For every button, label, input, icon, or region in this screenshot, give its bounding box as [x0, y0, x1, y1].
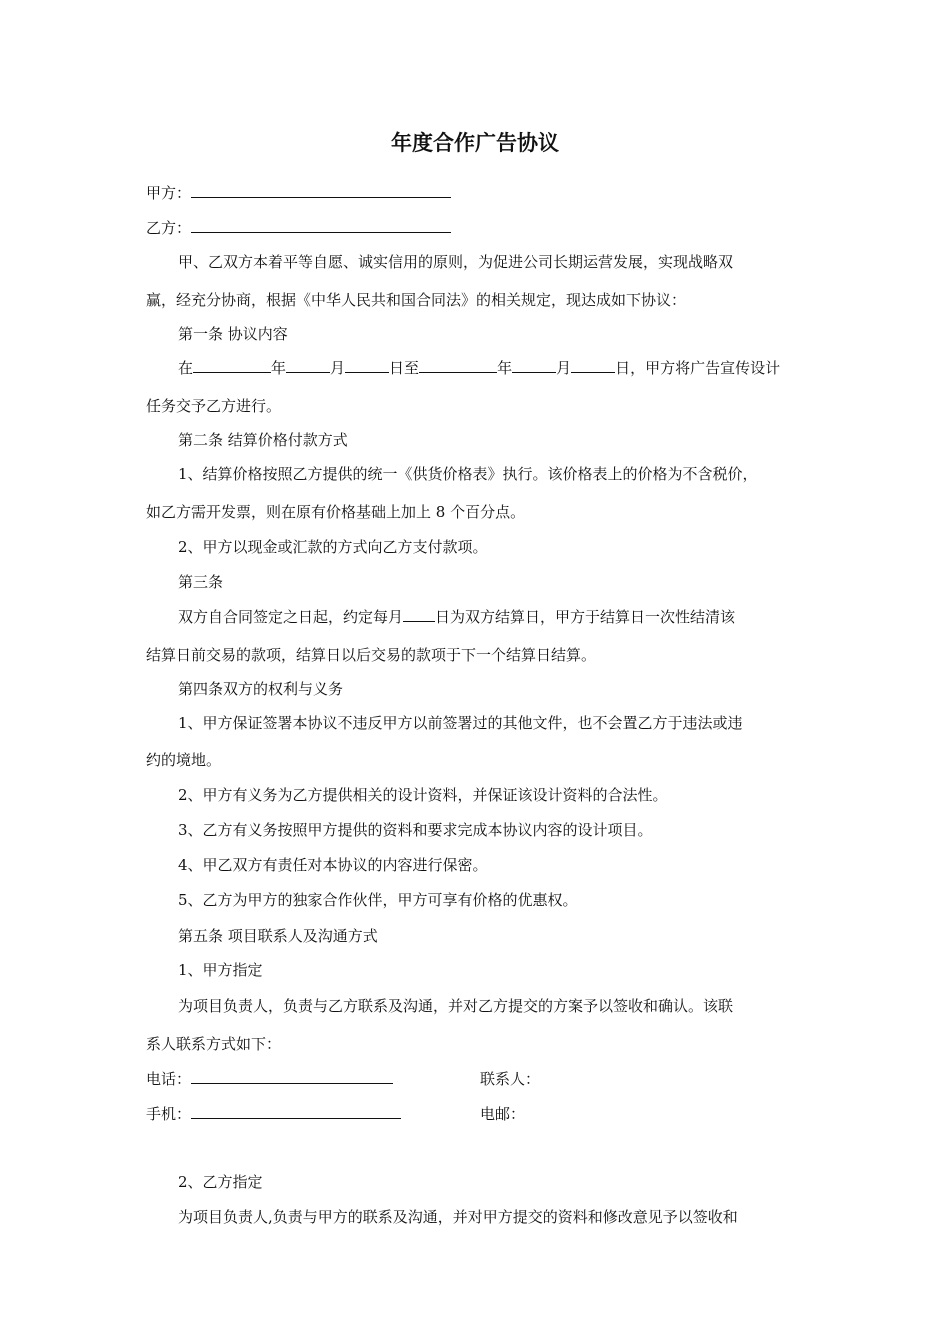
date-text: 在 [178, 359, 194, 377]
article-4-item-5: 5、乙方为甲方的独家合作伙伴，甲方可享有价格的优惠权。 [178, 891, 578, 909]
date-text: 月 [330, 359, 346, 377]
article-4-item-2: 2、甲方有义务为乙方提供相关的设计资料，并保证该设计资料的合法性。 [178, 786, 668, 804]
article-2-heading: 第二条 结算价格付款方式 [178, 431, 348, 449]
party-b-line [146, 218, 451, 238]
article-2-item-1-line-1: 1、结算价格按照乙方提供的统一《供货价格表》执行。该价格表上的价格为不含税价， [178, 465, 758, 483]
contact-label: 联系人： [480, 1070, 541, 1088]
article-3-text-post: 日为双方结算日，甲方于结算日一次性结清该 [435, 608, 736, 626]
article-5-sub-1: 1、甲方指定 [178, 961, 263, 979]
article-4-item-3: 3、乙方有义务按照甲方提供的资料和要求完成本协议内容的设计项目。 [178, 821, 653, 839]
date-text: 日至 [389, 359, 420, 377]
article-3-heading: 第三条 [178, 573, 224, 591]
article-1-date-line [178, 358, 780, 378]
end-month-blank [512, 358, 556, 373]
article-2-item-1-line-2: 如乙方需开发票，则在原有价格基础上加上 8 个百分点。 [146, 503, 526, 521]
start-year-blank [193, 358, 271, 373]
start-month-blank [286, 358, 330, 373]
article-4-item-4: 4、甲乙双方有责任对本协议的内容进行保密。 [178, 856, 488, 874]
document-title: 年度合作广告协议 [391, 130, 559, 155]
start-day-blank [345, 358, 389, 373]
party-b-blank [191, 218, 451, 233]
date-text: 年 [497, 359, 513, 377]
article-5-heading: 第五条 项目联系人及沟通方式 [178, 927, 378, 945]
article-1-line-2: 任务交予乙方进行。 [146, 397, 282, 415]
date-text: 年 [271, 359, 287, 377]
phone-blank [191, 1069, 393, 1084]
email-label: 电邮： [480, 1105, 526, 1123]
article-5-sub-2: 2、乙方指定 [178, 1173, 263, 1191]
mobile-line [146, 1104, 401, 1124]
party-a-line [146, 183, 451, 203]
settlement-day-blank [403, 607, 435, 622]
mobile-label: 手机： [146, 1105, 192, 1123]
article-5-sub-1-line-1: 为项目负责人，负责与乙方联系及沟通，并对乙方提交的方案予以签收和确认。该联 [178, 997, 734, 1015]
intro-line-2: 赢，经充分协商，根据《中华人民共和国合同法》的相关规定，现达成如下协议： [146, 291, 687, 309]
intro-line-1: 甲、乙双方本着平等自愿、诚实信用的原则，为促进公司长期运营发展，实现战略双 [178, 253, 734, 271]
article-2-item-2: 2、甲方以现金或汇款的方式向乙方支付款项。 [178, 538, 488, 556]
article-3-text-pre: 双方自合同签定之日起，约定每月 [178, 608, 404, 626]
article-1-heading: 第一条 协议内容 [178, 325, 288, 343]
article-4-heading: 第四条双方的权利与义务 [178, 680, 344, 698]
article-4-item-1-line-2: 约的境地。 [146, 751, 222, 769]
mobile-blank [191, 1104, 401, 1119]
end-day-blank [571, 358, 615, 373]
party-b-label: 乙方： [146, 219, 192, 237]
date-text: 月 [556, 359, 572, 377]
article-3-line-2: 结算日前交易的款项，结算日以后交易的款项于下一个结算日结算。 [146, 646, 597, 664]
party-a-label: 甲方： [146, 184, 192, 202]
phone-line [146, 1069, 393, 1089]
article-4-item-1-line-1: 1、甲方保证签署本协议不违反甲方以前签署过的其他文件，也不会置乙方于违法或违 [178, 714, 743, 732]
party-a-blank [191, 183, 451, 198]
phone-label: 电话： [146, 1070, 192, 1088]
article-3-line-1 [178, 607, 735, 627]
end-year-blank [419, 358, 497, 373]
article-5-sub-2-line-1: 为项目负责人,负责与甲方的联系及沟通，并对甲方提交的资料和修改意见予以签收和 [178, 1208, 738, 1226]
date-text: 日，甲方将广告宣传设计 [615, 359, 781, 377]
article-5-sub-1-line-2: 系人联系方式如下： [146, 1035, 282, 1053]
